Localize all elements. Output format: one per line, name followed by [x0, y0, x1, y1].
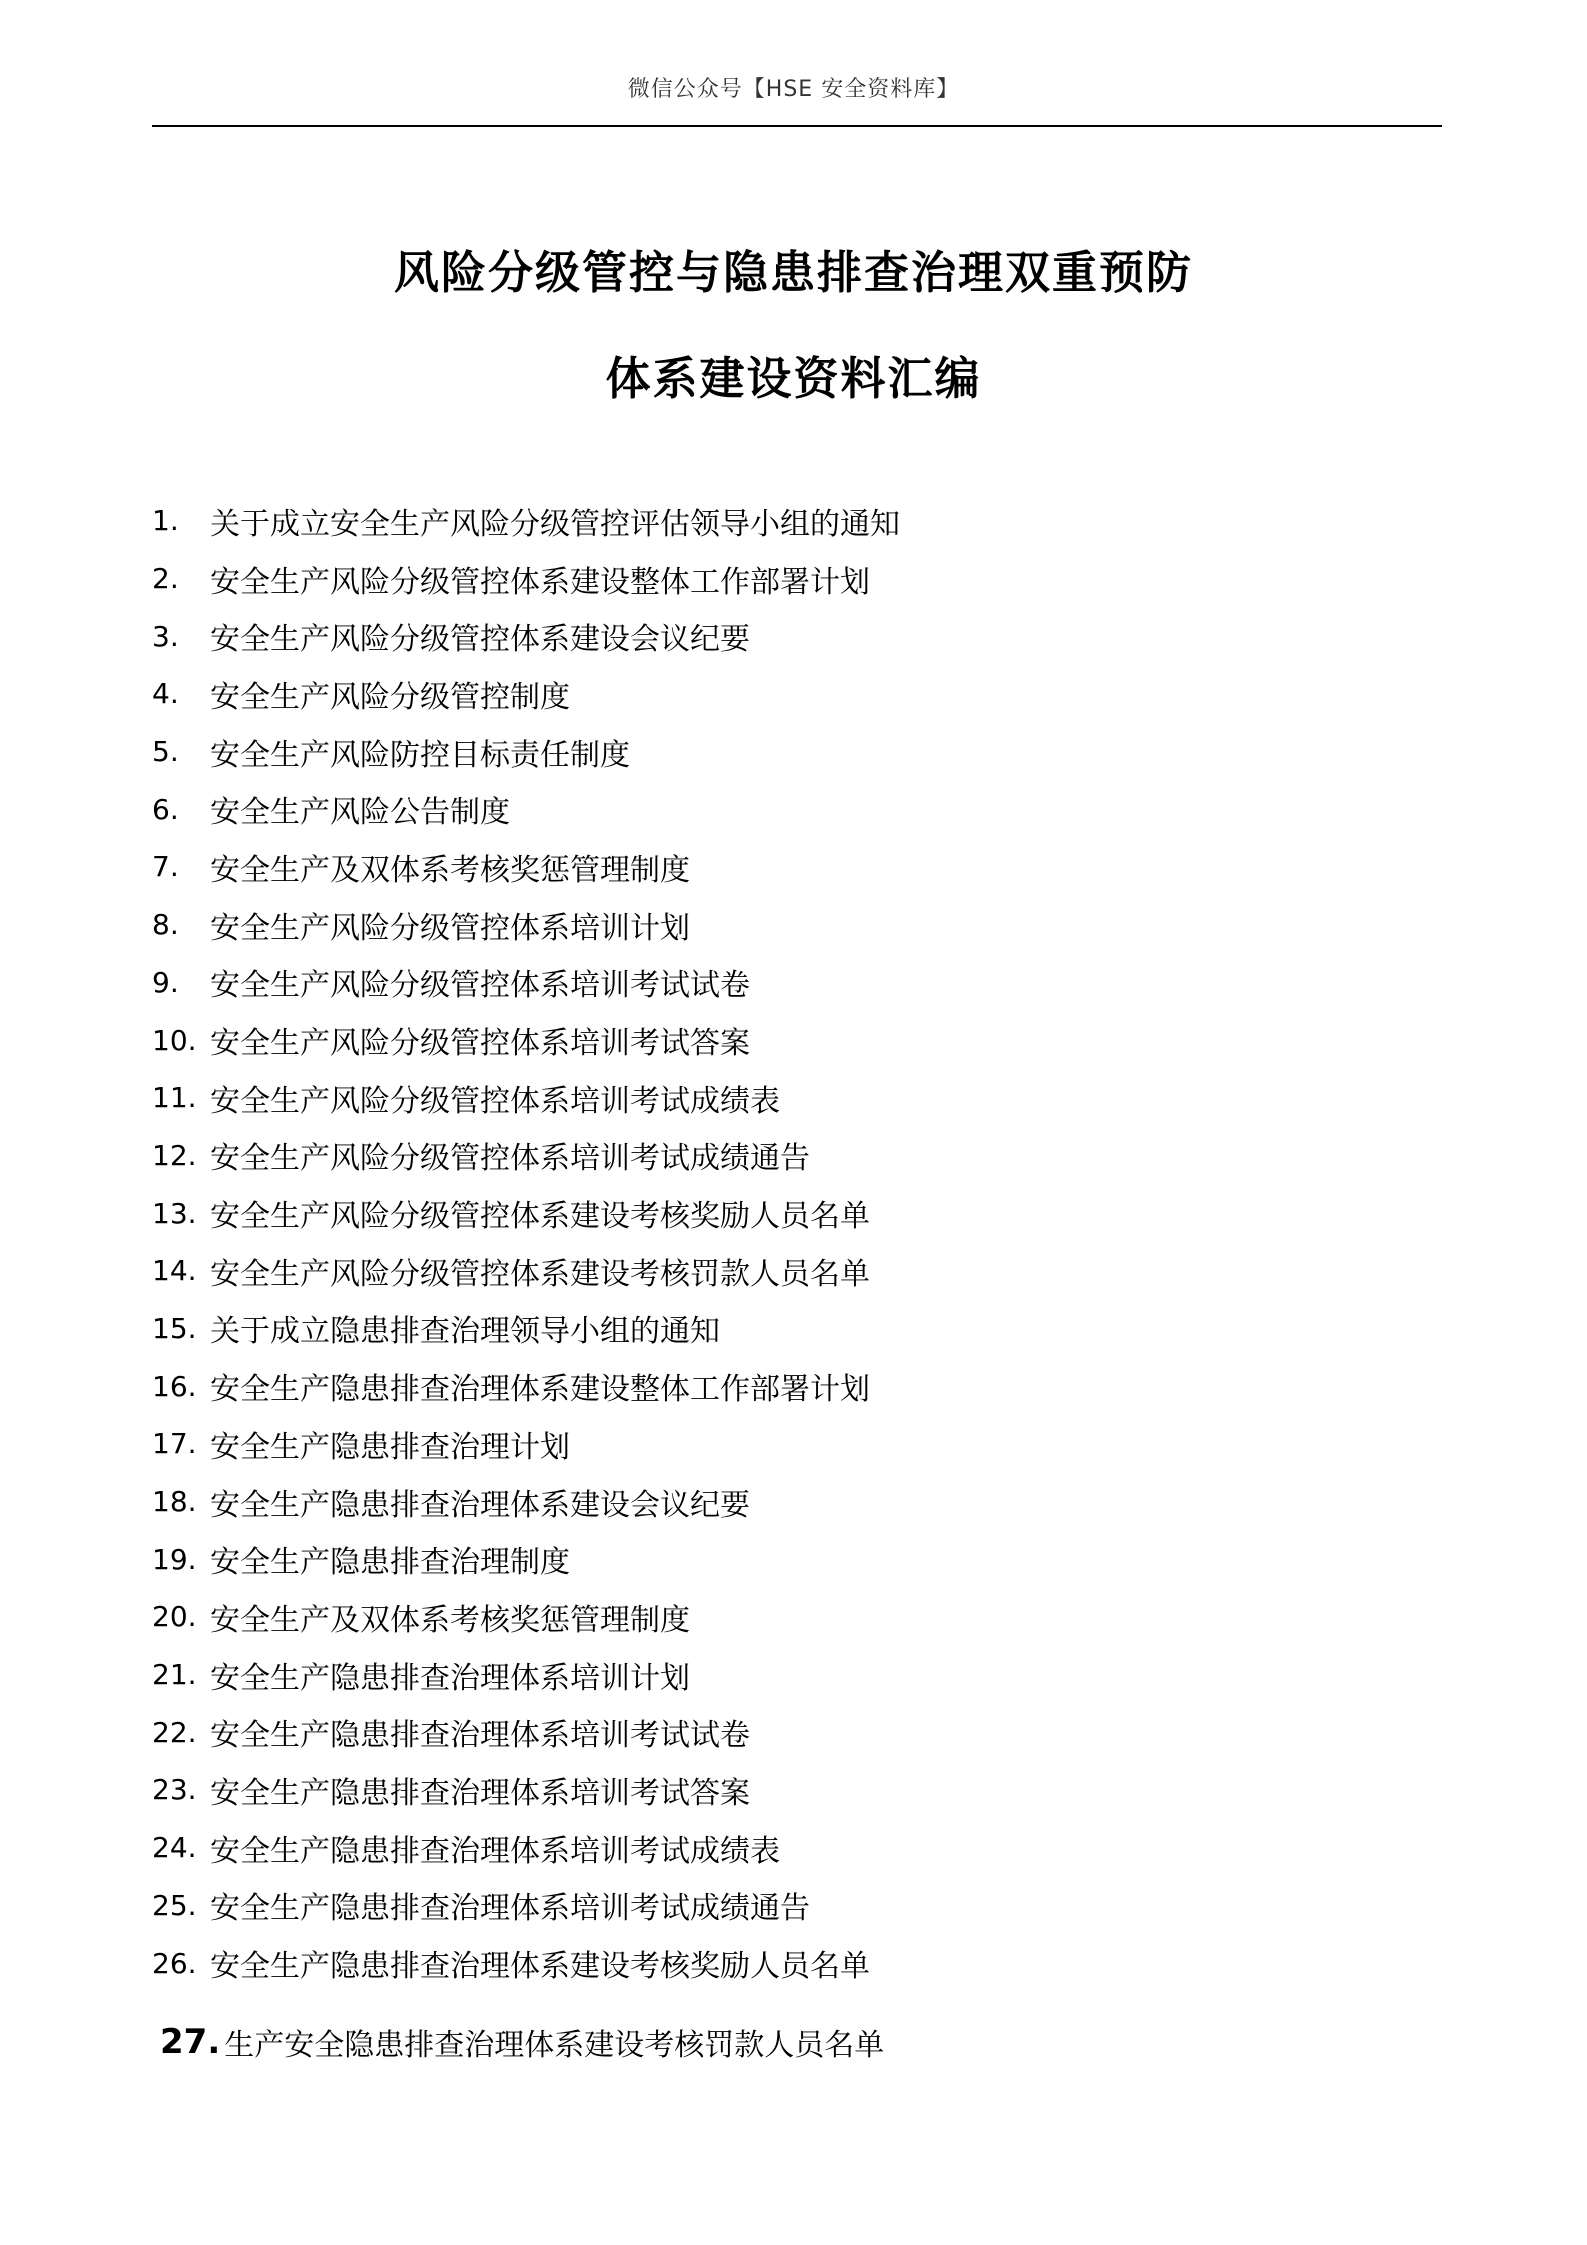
toc-item-number: 24. — [152, 1831, 197, 1865]
toc-item-number: 8. — [152, 908, 179, 942]
toc-item-text: 生产安全隐患排查治理体系建设考核罚款人员名单 — [224, 2028, 885, 2063]
toc-item — [152, 550, 900, 608]
toc-item-text: 安全生产隐患排查治理制度 — [210, 1545, 570, 1581]
toc-item-text: 安全生产隐患排查治理体系培训考试成绩通告 — [210, 1891, 810, 1927]
toc-item-number: 26. — [152, 1946, 197, 1980]
toc-item — [152, 1877, 900, 1935]
toc-item-text: 安全生产隐患排查治理体系培训考试试卷 — [210, 1718, 750, 1754]
toc-item-text: 安全生产隐患排查治理体系培训考试成绩表 — [210, 1833, 780, 1869]
toc-item-number: 14. — [152, 1254, 197, 1288]
toc-item-text: 安全生产风险分级管控体系培训考试答案 — [210, 1026, 750, 1062]
toc-item-number: 21. — [152, 1658, 197, 1692]
document-title-line-1: 风险分级管控与隐患排查治理双重预防 — [393, 246, 1193, 299]
toc-item — [152, 1473, 900, 1531]
toc-item-number: 11. — [152, 1081, 197, 1115]
toc-item — [152, 607, 900, 665]
toc-item — [152, 954, 900, 1012]
toc-item-number: 1. — [152, 504, 179, 538]
toc-item — [152, 1415, 900, 1473]
toc-item — [152, 1646, 900, 1704]
toc-item-text: 关于成立安全生产风险分级管控评估领导小组的通知 — [210, 506, 900, 542]
toc-item — [152, 1184, 900, 1242]
toc-item — [152, 1127, 900, 1185]
toc-item — [152, 1300, 900, 1358]
toc-item — [152, 1011, 900, 1069]
toc-item — [152, 1703, 900, 1761]
toc-item-text: 安全生产风险分级管控体系培训考试试卷 — [210, 968, 750, 1004]
toc-item-number: 6. — [152, 792, 179, 826]
toc-item — [152, 780, 900, 838]
toc-item-text: 安全生产风险分级管控体系建设整体工作部署计划 — [210, 564, 870, 600]
toc-item-number: 5. — [152, 735, 179, 769]
toc-item — [152, 1934, 900, 1992]
toc-item-number: 27. — [160, 2022, 221, 2062]
toc-item-number: 15. — [152, 1311, 197, 1345]
toc-item-text: 安全生产风险分级管控体系建设考核奖励人员名单 — [210, 1199, 870, 1235]
toc-item — [152, 723, 900, 781]
toc-item-text: 安全生产风险分级管控体系培训计划 — [210, 910, 690, 946]
table-of-contents — [152, 492, 900, 1992]
toc-item-text: 安全生产风险防控目标责任制度 — [210, 737, 630, 773]
toc-item-text: 关于成立隐患排查治理领导小组的通知 — [210, 1314, 720, 1350]
header-divider — [152, 125, 1442, 127]
toc-item-number: 16. — [152, 1369, 197, 1403]
page-header: 微信公众号【HSE 安全资料库】 — [627, 77, 960, 102]
toc-item-number: 17. — [152, 1427, 197, 1461]
toc-item-number: 19. — [152, 1542, 197, 1576]
toc-item-number: 2. — [152, 562, 179, 596]
toc-item-text: 安全生产风险分级管控体系培训考试成绩通告 — [210, 1141, 810, 1177]
toc-item — [152, 1588, 900, 1646]
toc-item-number: 13. — [152, 1196, 197, 1230]
toc-item-last — [160, 2020, 884, 2064]
toc-item-text: 安全生产隐患排查治理体系建设考核奖励人员名单 — [210, 1949, 870, 1985]
toc-item-number: 10. — [152, 1023, 197, 1057]
toc-item-number: 22. — [152, 1715, 197, 1749]
toc-item-text: 安全生产及双体系考核奖惩管理制度 — [210, 1602, 690, 1638]
toc-item — [152, 665, 900, 723]
toc-item-text: 安全生产风险分级管控制度 — [210, 679, 570, 715]
toc-item-text: 安全生产隐患排查治理计划 — [210, 1429, 570, 1465]
toc-item-text: 安全生产隐患排查治理体系培训计划 — [210, 1660, 690, 1696]
toc-item — [152, 896, 900, 954]
toc-item-number: 18. — [152, 1485, 197, 1519]
toc-item-number: 7. — [152, 850, 179, 884]
toc-item-number: 23. — [152, 1773, 197, 1807]
toc-item-text: 安全生产风险分级管控体系建设会议纪要 — [210, 622, 750, 658]
toc-item-number: 4. — [152, 677, 179, 711]
toc-item-number: 12. — [152, 1138, 197, 1172]
toc-item — [152, 1761, 900, 1819]
toc-item-text: 安全生产隐患排查治理体系建设会议纪要 — [210, 1487, 750, 1523]
toc-item-text: 安全生产隐患排查治理体系培训考试答案 — [210, 1775, 750, 1811]
toc-item — [152, 1357, 900, 1415]
document-title-line-2: 体系建设资料汇编 — [605, 352, 982, 405]
toc-item-number: 9. — [152, 965, 179, 999]
toc-item-text: 安全生产及双体系考核奖惩管理制度 — [210, 852, 690, 888]
toc-item-number: 20. — [152, 1600, 197, 1634]
toc-item — [152, 492, 900, 550]
toc-item — [152, 1819, 900, 1877]
toc-item-number: 25. — [152, 1888, 197, 1922]
toc-item-text: 安全生产风险公告制度 — [210, 795, 510, 831]
toc-item-text: 安全生产隐患排查治理体系建设整体工作部署计划 — [210, 1372, 870, 1408]
toc-item-text: 安全生产风险分级管控体系培训考试成绩表 — [210, 1083, 780, 1119]
toc-item — [152, 838, 900, 896]
toc-item-text: 安全生产风险分级管控体系建设考核罚款人员名单 — [210, 1256, 870, 1292]
toc-item — [152, 1530, 900, 1588]
toc-item — [152, 1069, 900, 1127]
toc-item — [152, 1242, 900, 1300]
toc-item-number: 3. — [152, 619, 179, 653]
